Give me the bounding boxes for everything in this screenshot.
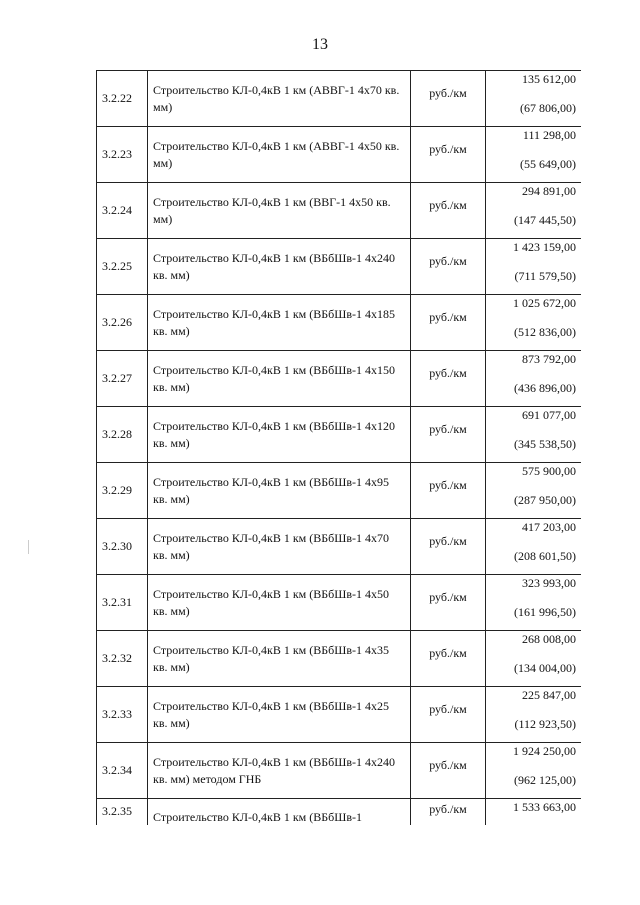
table-row — [97, 519, 582, 575]
row-description: Строительство КЛ-0,4кВ 1 км (ВБбШв-1 4х120 кв. мм) — [148, 407, 411, 463]
row-price-cell — [486, 575, 582, 631]
row-number: 3.2.35 — [97, 799, 148, 826]
row-price-half: (962 125,00) — [514, 773, 576, 787]
table-row — [97, 71, 582, 127]
page-number: 13 — [312, 36, 328, 53]
row-price: 111 298,00 — [522, 128, 576, 142]
row-description: Строительство КЛ-0,4кВ 1 км (ВБбШв-1 4х50 кв. мм) — [148, 575, 411, 631]
row-price: 225 847,00 — [522, 688, 576, 702]
row-price-cell — [486, 295, 582, 351]
row-price-half: (134 004,00) — [514, 661, 576, 675]
row-unit: руб./км — [411, 799, 486, 826]
row-price: 135 612,00 — [522, 72, 576, 86]
row-description: Строительство КЛ-0,4кВ 1 км (ВБбШв-1 4х95 кв. мм) — [148, 463, 411, 519]
row-price: 323 993,00 — [522, 576, 576, 590]
row-price: 1 533 663,00 — [513, 800, 576, 814]
row-price-cell — [486, 351, 582, 407]
row-description: Строительство КЛ-0,4кВ 1 км (ВБбШв-1 4х150 кв. мм) — [148, 351, 411, 407]
row-number: 3.2.27 — [97, 351, 148, 407]
row-description: Строительство КЛ-0,4кВ 1 км (АВВГ-1 4х70 кв. мм) — [148, 71, 411, 127]
row-price: 691 077,00 — [522, 408, 576, 422]
row-price: 1 025 672,00 — [513, 296, 576, 310]
table-row — [97, 295, 582, 351]
row-number: 3.2.24 — [97, 183, 148, 239]
row-price-cell — [486, 127, 582, 183]
table-row — [97, 631, 582, 687]
row-price-half: (436 896,00) — [514, 381, 576, 395]
row-price: 294 891,00 — [522, 184, 576, 198]
row-unit: руб./км — [411, 407, 486, 463]
table-row — [97, 743, 582, 799]
row-description: Строительство КЛ-0,4кВ 1 км (ВБбШв-1 4х70 кв. мм) — [148, 519, 411, 575]
row-unit: руб./км — [411, 687, 486, 743]
row-price-cell — [486, 183, 582, 239]
row-description: Строительство КЛ-0,4кВ 1 км (ВБбШв-1 — [148, 799, 411, 826]
row-price-cell — [486, 631, 582, 687]
row-price-half: (512 836,00) — [514, 325, 576, 339]
row-price-half: (711 579,50) — [514, 269, 576, 283]
row-price-half: (345 538,50) — [514, 437, 576, 451]
row-number: 3.2.34 — [97, 743, 148, 799]
row-unit: руб./км — [411, 519, 486, 575]
row-description: Строительство КЛ-0,4кВ 1 км (ВБбШв-1 4х240 кв. мм) методом ГНБ — [148, 743, 411, 799]
row-unit: руб./км — [411, 127, 486, 183]
row-unit: руб./км — [411, 239, 486, 295]
row-price-half: (55 649,00) — [520, 157, 576, 171]
row-number: 3.2.30 — [97, 519, 148, 575]
table-row — [97, 183, 582, 239]
table-row — [97, 799, 582, 826]
table-row — [97, 687, 582, 743]
row-price-half: (67 806,00) — [520, 101, 576, 115]
row-price: 1 924 250,00 — [513, 744, 576, 758]
row-price-half: (287 950,00) — [514, 493, 576, 507]
row-price: 1 423 159,00 — [513, 240, 576, 254]
table-row — [97, 351, 582, 407]
row-price-cell — [486, 71, 582, 127]
table-row — [97, 127, 582, 183]
row-unit: руб./км — [411, 743, 486, 799]
row-unit: руб./км — [411, 631, 486, 687]
row-price: 873 792,00 — [522, 352, 576, 366]
row-description: Строительство КЛ-0,4кВ 1 км (ВБбШв-1 4х240 кв. мм) — [148, 239, 411, 295]
scan-margin-mark — [28, 540, 29, 554]
tariff-table-container — [96, 70, 581, 825]
table-row — [97, 575, 582, 631]
row-description: Строительство КЛ-0,4кВ 1 км (ВВГ-1 4х50 кв. мм) — [148, 183, 411, 239]
row-unit: руб./км — [411, 71, 486, 127]
row-number: 3.2.28 — [97, 407, 148, 463]
row-number: 3.2.26 — [97, 295, 148, 351]
row-price-half: (147 445,50) — [514, 213, 576, 227]
row-number: 3.2.22 — [97, 71, 148, 127]
row-description: Строительство КЛ-0,4кВ 1 км (ВБбШв-1 4х35 кв. мм) — [148, 631, 411, 687]
table-row — [97, 463, 582, 519]
row-number: 3.2.32 — [97, 631, 148, 687]
row-price: 575 900,00 — [522, 464, 576, 478]
row-number: 3.2.29 — [97, 463, 148, 519]
row-price-cell — [486, 519, 582, 575]
row-number: 3.2.23 — [97, 127, 148, 183]
row-unit: руб./км — [411, 183, 486, 239]
tariff-table-body — [97, 71, 582, 826]
row-price-cell — [486, 463, 582, 519]
row-price-cell — [486, 407, 582, 463]
row-price: 268 008,00 — [522, 632, 576, 646]
table-row — [97, 239, 582, 295]
row-price: 417 203,00 — [522, 520, 576, 534]
row-price-half: (208 601,50) — [514, 549, 576, 563]
row-price-cell — [486, 239, 582, 295]
row-price-cell — [486, 687, 582, 743]
row-number: 3.2.33 — [97, 687, 148, 743]
row-price-half: (161 996,50) — [514, 605, 576, 619]
row-unit: руб./км — [411, 575, 486, 631]
row-price-cell — [486, 743, 582, 799]
row-description: Строительство КЛ-0,4кВ 1 км (ВБбШв-1 4х25 кв. мм) — [148, 687, 411, 743]
row-unit: руб./км — [411, 463, 486, 519]
row-unit: руб./км — [411, 351, 486, 407]
row-description: Строительство КЛ-0,4кВ 1 км (АВВГ-1 4х50 кв. мм) — [148, 127, 411, 183]
tariff-table — [96, 70, 581, 825]
row-description: Строительство КЛ-0,4кВ 1 км (ВБбШв-1 4х185 кв. мм) — [148, 295, 411, 351]
table-row — [97, 407, 582, 463]
row-unit: руб./км — [411, 295, 486, 351]
row-number: 3.2.25 — [97, 239, 148, 295]
row-price-cell — [486, 799, 582, 826]
row-price-half: (112 923,50) — [514, 717, 576, 731]
row-number: 3.2.31 — [97, 575, 148, 631]
